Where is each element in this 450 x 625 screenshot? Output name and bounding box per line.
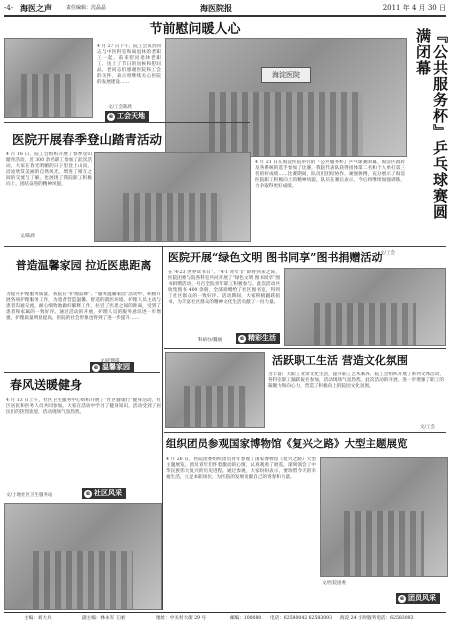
divider — [4, 372, 160, 373]
credit-fitness: 文/上地社区卫生服务站 — [6, 493, 53, 498]
article-body-fitness: 4 月 13 日上午，社区卫生服务中心组织开展了“社区健康行”健身活动，社区居民和医务人员共同参加。大家在活动中学习了健身知识，活动受到了居民们的热烈欢迎，活动现场气氛热烈。 — [6, 398, 161, 415]
divider — [4, 122, 250, 123]
article-title-condolence: 节前慰问暖人心 — [149, 22, 241, 37]
title-text: 普造温馨家园 拉近医患距离 — [15, 259, 152, 272]
article-title-nursing — [6, 258, 161, 274]
tag-label: 温馨家园 — [102, 363, 130, 371]
article-body-condolence: 4 月 27 日下午，院工会负责同志与中医科室和离退休的老职工一起，前来慰问退休老职工，送上了节日的问候和慰问品，老同志们感谢医院和工会的关怀，表示将继续关心医院的发展建设…… — [97, 44, 161, 85]
e-icon: e — [93, 364, 99, 371]
issue-date: 2011 年 4 月 30 日 — [382, 4, 446, 12]
tag-label: 精彩生活 — [248, 334, 276, 342]
tag-highlights — [236, 333, 280, 344]
photo-book-donation — [284, 268, 446, 346]
article-body-nursing: 为提升护理服务质量，我院在“护理品牌”、“服务温馨家园”活动中，积极开展各项护理服务工作，为患者营造温馨、舒适的就医环境。护理人员主动与患者沟通交流，耐心细致地做好解释工作，拉近了医患之间的距离，受到了患者和家属的一致好评。通过活动的开展，护理人员的服务意识进一步增强，护理质量明显提高，医院的社会形象也得到了进一步提升…… — [6, 292, 161, 321]
e-icon: e — [85, 490, 91, 497]
article-title-books: 医院开展“绿色文明 图书同享”图书捐赠活动 — [168, 251, 383, 264]
credit-pingpong: 文/工会 — [380, 251, 396, 256]
editor-line: 责任编辑：沈晶晶 — [66, 5, 107, 11]
paper-name: 海医之声 — [20, 3, 52, 13]
page-footer — [4, 612, 446, 624]
page-header — [4, 2, 446, 17]
e-icon: e — [239, 335, 245, 342]
photo-museum-visit — [320, 457, 448, 577]
article-body-pingpong: 4 月 21 日在海淀医院举行的『公共服务杯』乒乓球赛闭幕，海淀区政府及各系统的选手参加了比赛，我院代表队获得团体第二名和个人单打第三名的好成绩……比赛期间，队员们团结协作、顽强拼搏，充分展示了海淀医院职工积极向上的精神风貌。队员在赛后表示，今后将继续加强训练，力争取得更好成绩。 — [255, 160, 405, 189]
article-body-museum: 4 月 26 日，医院团委组织团员青年参观了国家博物馆《复兴之路》大型主题展览。团员青年们怀着激动的心情，认真观看了展览，深刻领会了中华民族伟大复兴的历史进程。通过参观，大家纷纷表示，要珍惜今天的幸福生活，立足本职岗位，为医院的发展贡献自己的青春和力量。 — [166, 457, 316, 480]
footer-item: 海淀 24 小时服务电话：62583093 — [340, 616, 414, 621]
photo-community-fitness — [4, 503, 162, 610]
footer-item: 副主编：林永军 王丽 — [82, 616, 125, 621]
tag-label: 工会天地 — [117, 112, 145, 120]
column-rule — [162, 246, 163, 610]
tag-label: 社区风采 — [94, 489, 122, 497]
photo-hiking — [94, 152, 251, 242]
divider — [164, 348, 446, 349]
footer-item: 电话：62580042 62583093 — [270, 616, 333, 621]
tag-label: 团员风采 — [408, 594, 436, 602]
credit-condolence: 文/工会陈欣 — [108, 105, 133, 110]
footer-item: 地址：中关村大街 29 号 — [156, 616, 207, 621]
credit-hiking: 文/陈欣 — [20, 234, 36, 239]
tag-community — [82, 488, 126, 499]
article-title-fitness: 春风送暖健身 — [10, 378, 83, 392]
tag-union — [105, 111, 149, 122]
footer-item: 主编：刘大兵 — [24, 616, 52, 621]
article-body-books: 在“4·23 世界读书日”、“4·1 青年节”即将到来之际，医院团委与院各科室共同开展了“绿色文明 图书同享”图书捐赠活动，号召全院青年职工积极参与。此次活动共收集图书 400 余册，全部捐赠给了社区图书室，得到了社区群众的一致好评。活动期间，大家积极踊跃捐书，为丰富社区群众的精神文化生活贡献了一份力量。 — [168, 270, 280, 305]
credit-books: 科研办/魏丽 — [198, 338, 223, 343]
credit-museum: 文/医院团委 — [322, 581, 347, 586]
e-icon: e — [399, 595, 405, 602]
article-title-museum: 组织团员参观国家博物馆《复兴之路》大型主题展览 — [166, 438, 408, 450]
article-body-culture: 为丰富广大职工业余文化生活，提升职工艺术素养，院工会组织开展了系列文体活动，各科室职工踊跃报名参加，活动现场气氛热烈。此次活动的开展，进一步增强了职工的凝聚力和向心力，营造了积极向上的院园文化氛围。 — [268, 372, 444, 389]
tag-league — [396, 593, 440, 604]
article-body-hiking: 4 月 16 日，院工会组织开展了春季登山踏青活动，近 300 余名职工参加了此次活动。大家在春光明媚的日子里登上山顶，沿途欣赏美丽的自然风光，增进了相互之间的交流与了解，也展现了我院职工积极向上、团结奋进的精神风貌。 — [6, 152, 92, 187]
footer-item: 邮编：100080 — [230, 616, 262, 621]
photo-retirees — [4, 38, 93, 118]
banner-hospital: 海淀医院 — [261, 67, 311, 83]
masthead-title: 海医院报 — [200, 3, 232, 13]
divider — [164, 432, 446, 433]
e-icon: e — [108, 113, 114, 120]
article-title-culture: 活跃职工生活 营造文化氛围 — [272, 354, 408, 367]
divider — [4, 246, 446, 247]
photo-staff-activity — [165, 352, 265, 428]
article-title-pingpong: 『公共服务杯』乒乓球赛圆满闭幕 — [414, 28, 449, 220]
article-title-hiking: 医院开展春季登山踏青活动 — [12, 132, 163, 147]
page-number: -4- — [4, 4, 14, 12]
credit-culture: 文/工会 — [420, 425, 436, 430]
